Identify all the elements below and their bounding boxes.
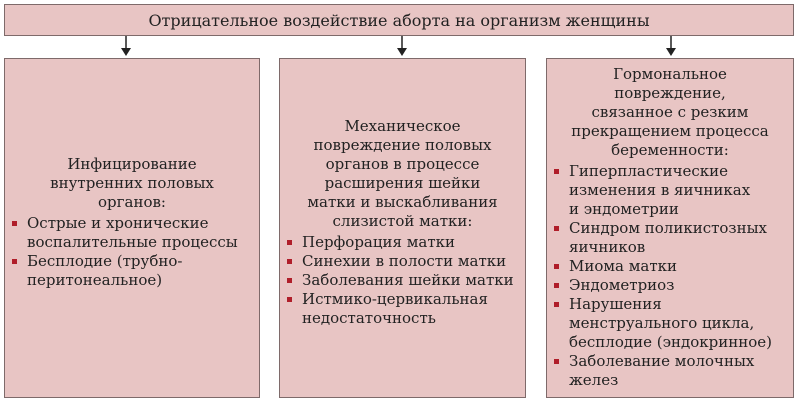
column-heading: Гормональное повреждение, связанное с резким прекращением процесса беременности: (571, 65, 769, 159)
list-item (280, 290, 525, 328)
list-item-text: Заболевания шейки матки (302, 271, 514, 289)
column-hormonal (546, 58, 794, 398)
list-item (547, 352, 793, 390)
arrow-head-2 (397, 48, 407, 56)
list-item (5, 252, 259, 290)
bullet-marker (287, 278, 292, 283)
column-heading: Механическое повреждение половых органов в процессе расширения шейки матки и выскабливания слизистой матки: (307, 117, 498, 230)
bullet-list (280, 233, 525, 328)
list-item-text: Синехии в полости матки (302, 252, 507, 270)
bullet-marker (554, 359, 559, 364)
list-item-text: Синдром поликистозных яичников (569, 219, 768, 256)
arrow-head-3 (666, 48, 676, 56)
bullet-marker (12, 259, 17, 264)
bullet-marker (554, 302, 559, 307)
list-item (280, 271, 525, 290)
list-item (547, 295, 793, 352)
connector-arrows (0, 0, 800, 60)
bullet-marker (287, 240, 292, 245)
list-item (5, 214, 259, 252)
list-item-text: Эндометриоз (569, 276, 675, 294)
list-item-text: Заболевание молочных желез (569, 352, 755, 389)
list-item (547, 257, 793, 276)
list-item (280, 233, 525, 252)
list-item-text: Острые и хронические воспалительные процессы (27, 214, 238, 251)
bullet-marker (12, 221, 17, 226)
list-item-text: Нарушения менструального цикла, бесплодие (эндокринное) (569, 295, 772, 351)
list-item-text: Бесплодие (трубно- перитонеальное) (27, 252, 183, 289)
column-mechanical (279, 58, 526, 398)
bullet-list (547, 162, 793, 390)
bullet-marker (287, 297, 292, 302)
bullet-marker (287, 259, 292, 264)
bullet-marker (554, 283, 559, 288)
list-item-text: Истмико-цервикальная недостаточность (302, 290, 488, 327)
list-item (547, 219, 793, 257)
list-item (280, 252, 525, 271)
list-item (547, 162, 793, 219)
arrow-head-1 (121, 48, 131, 56)
bullet-marker (554, 226, 559, 231)
list-item (547, 276, 793, 295)
column-heading: Инфицирование внутренних половых органов: (50, 155, 214, 211)
bullet-list (5, 214, 259, 290)
column-infection (4, 58, 260, 398)
list-item-text: Гиперпластические изменения в яичниках и эндометрии (569, 162, 751, 218)
bullet-marker (554, 264, 559, 269)
list-item-text: Перфорация матки (302, 233, 456, 251)
diagram-title: Отрицательное воздействие аборта на организм женщины (148, 10, 650, 30)
list-item-text: Миома матки (569, 257, 678, 275)
bullet-marker (554, 169, 559, 174)
